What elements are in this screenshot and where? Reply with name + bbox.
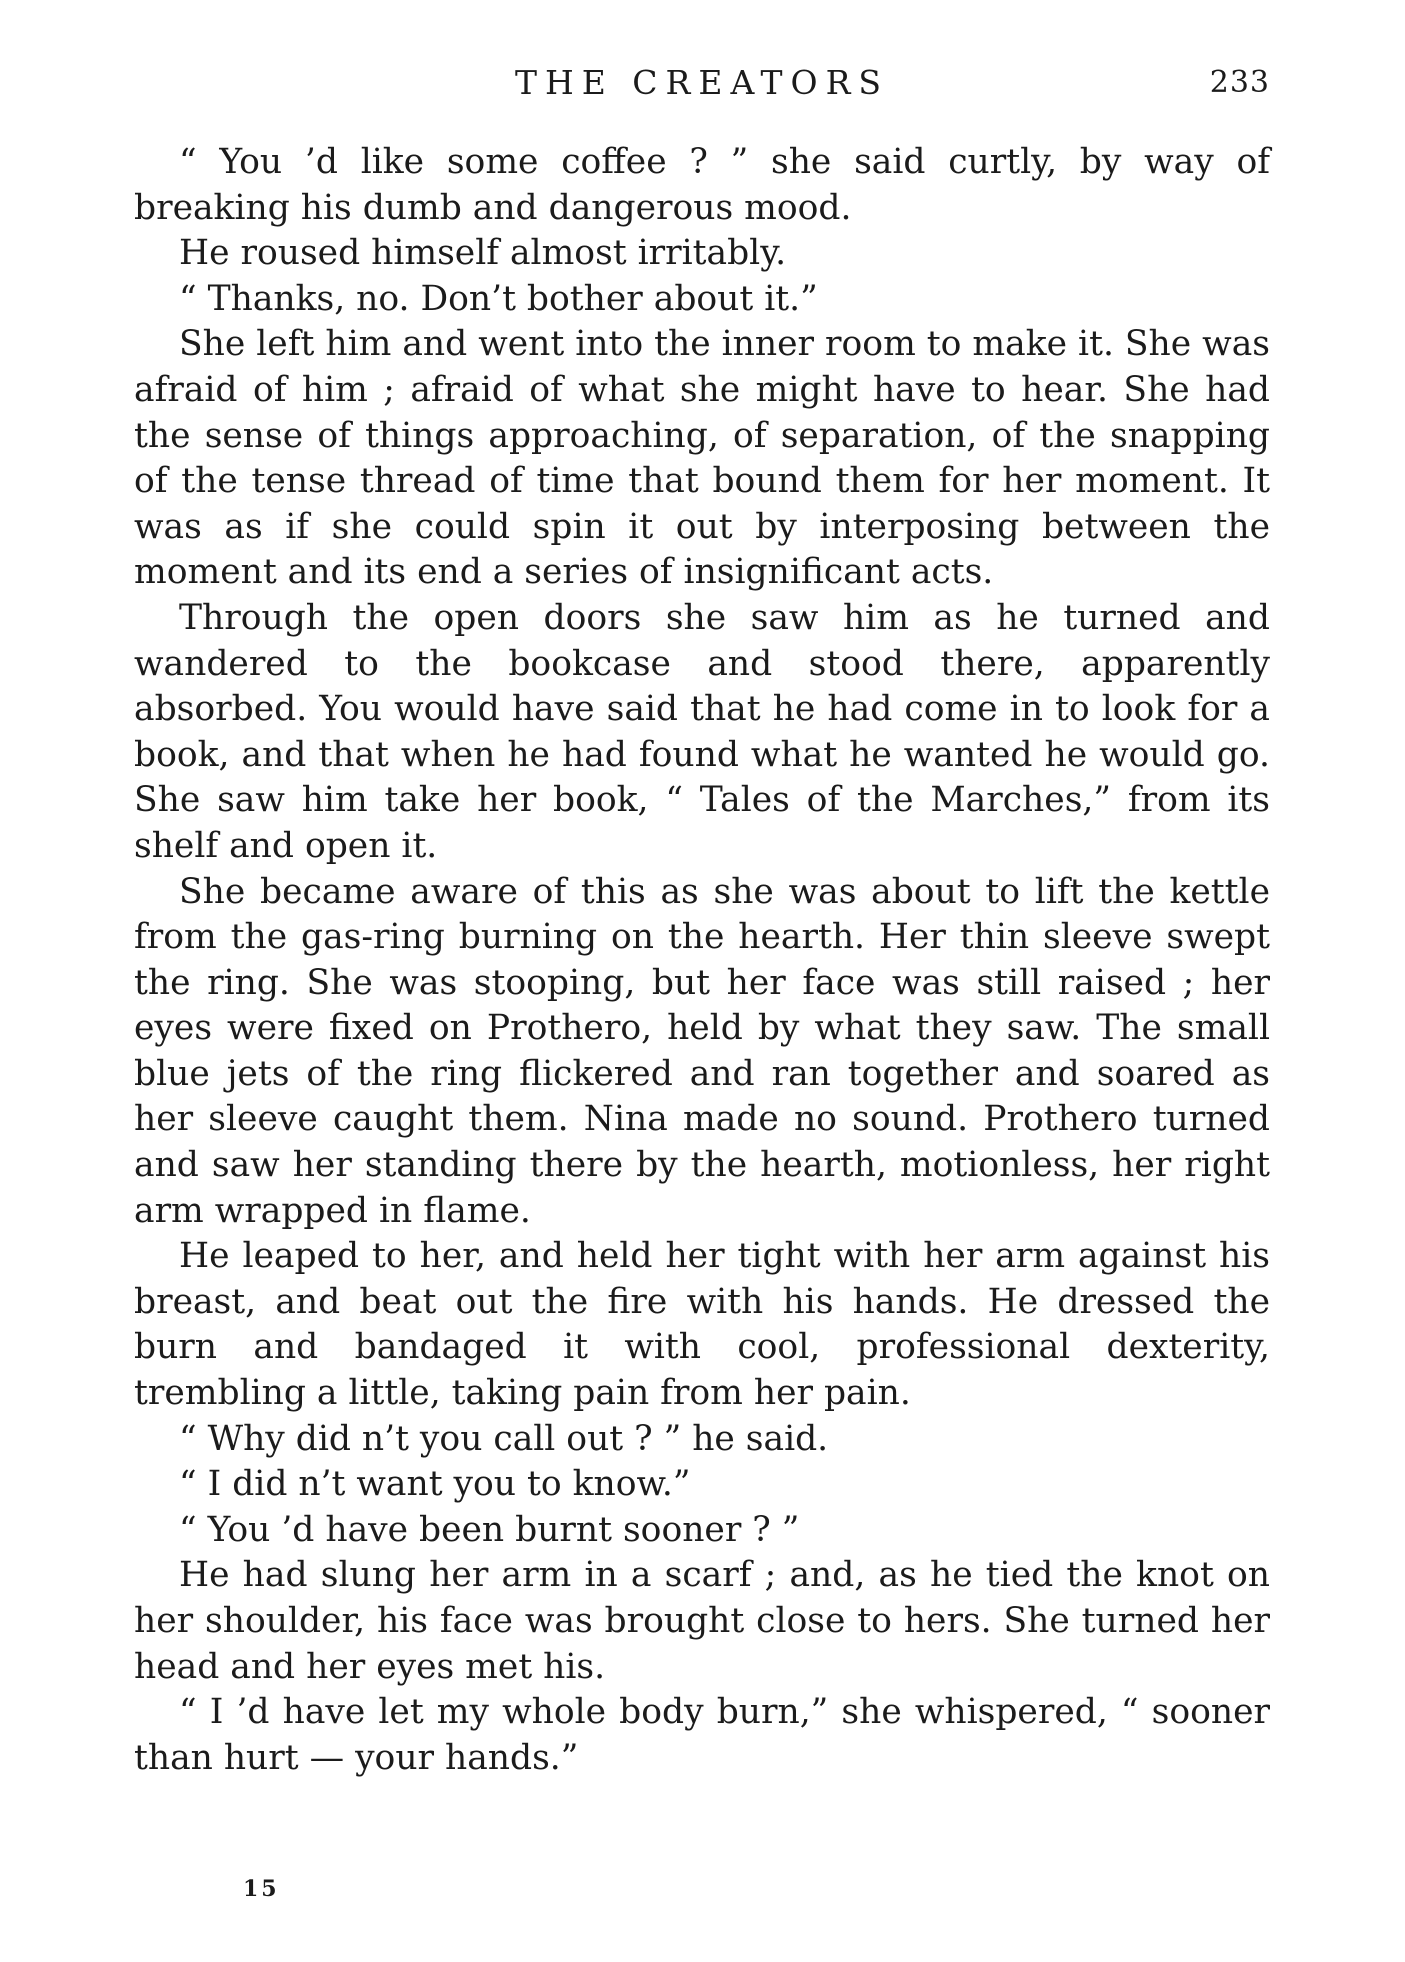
paragraph-thanks: “ Thanks, no. Don’t bother about it.” bbox=[179, 278, 818, 319]
paragraph-inner-room: She left him and went into the inner room to make it. She was afraid of him ; afraid of what she might have to hear. She had the sense of things approaching, of separation, of the snapping of the tense thread of time that bound them for her moment. It was as if she could spin it out by interposing between the moment and its end a series of insignificant acts. bbox=[134, 324, 1270, 593]
page-header bbox=[134, 58, 1270, 108]
paragraph-leaped: He leaped to her, and held her tight with her arm against his breast, and beat out the fire with his hands. He dressed the burn and bandaged it with cool, professional dexterity, trembling a little, taking pain from her pain. bbox=[134, 1236, 1270, 1414]
paragraph-bookcase: Through the open doors she saw him as he turned and wandered to the bookcase and stood there, apparently absorbed. You would have said that he had come in to look for a book, and that when he had found what he wanted he would go. She saw him take her book, “ Tales of the Marches,” from its shelf and open it. bbox=[134, 597, 1270, 866]
paragraph-scarf: He had slung her arm in a scarf ; and, as he tied the knot on her shoulder, his face was brought close to hers. She turned her head and her eyes met his. bbox=[134, 1555, 1270, 1687]
paragraph-did-not-want: “ I did n’t want you to know.” bbox=[179, 1464, 691, 1505]
paragraph-coffee: “ You ’d like some coffee ? ” she said curtly, by way of breaking his dumb and dangerous mood. bbox=[134, 142, 1270, 228]
paragraph-kettle: She became aware of this as she was about to lift the kettle from the gas-ring burning on the hearth. Her thin sleeve swept the ring. She was stooping, but her face was still raised ; her eyes were fixed on Prothero, held by what they saw. The small blue jets of the ring flickered and ran together and soared as her sleeve caught them. Nina made no sound. Prothero turned and saw her standing there by the hearth, motionless, her right arm wrapped in flame. bbox=[134, 871, 1270, 1231]
running-title: THE CREATORS bbox=[514, 63, 890, 102]
page-number: 233 bbox=[1209, 65, 1270, 100]
signature-mark: 15 bbox=[243, 1876, 280, 1902]
paragraph-whispered: “ I ’d have let my whole body burn,” she whispered, “ sooner than hurt — your hands.” bbox=[134, 1692, 1270, 1778]
paragraph-why-call: “ Why did n’t you call out ? ” he said. bbox=[179, 1418, 829, 1459]
paragraph-burnt-sooner: “ You ’d have been burnt sooner ? ” bbox=[179, 1509, 800, 1550]
paragraph-roused: He roused himself almost irritably. bbox=[179, 233, 787, 274]
body-text bbox=[134, 140, 1270, 1781]
